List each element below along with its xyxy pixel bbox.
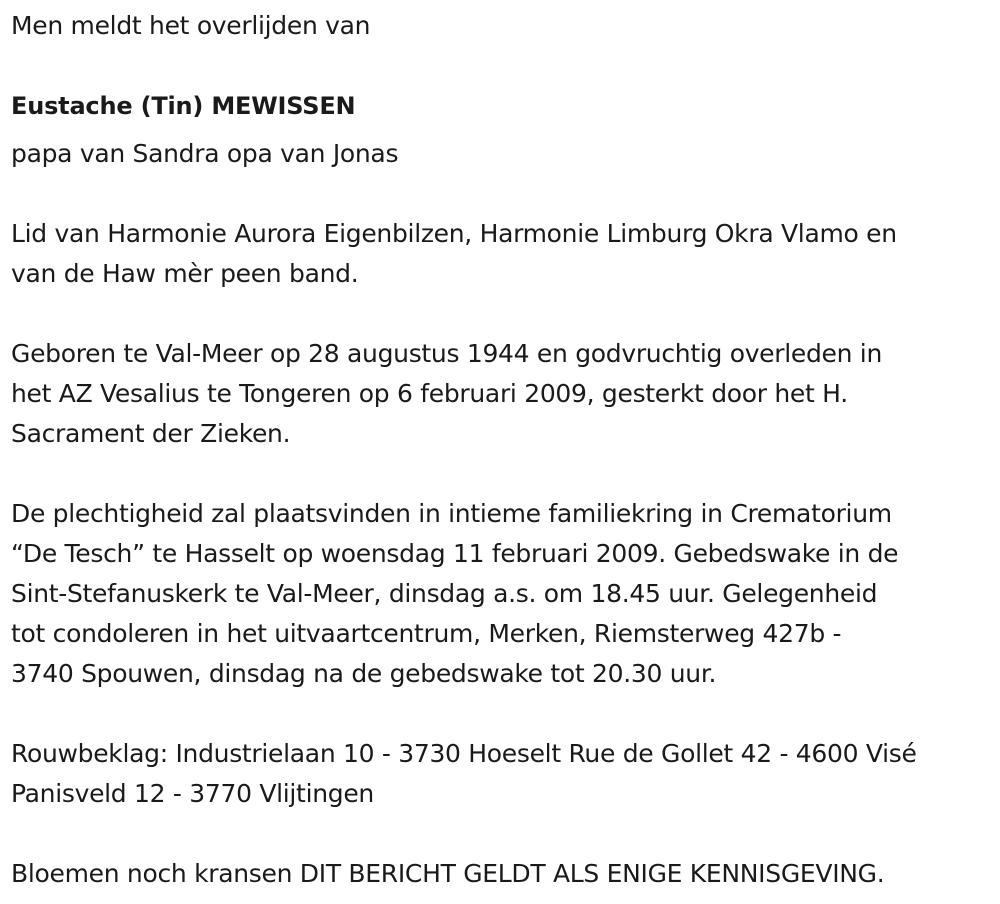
paragraph-line: het AZ Vesalius te Tongeren op 6 februari 2009, gesterkt door het H. xyxy=(11,379,848,408)
closing-text: Bloemen noch kransen DIT BERICHT GELDT ALS ENIGE KENNISGEVING. xyxy=(11,859,885,888)
paragraph-line: Lid van Harmonie Aurora Eigenbilzen, Harmonie Limburg Okra Vlamo en xyxy=(11,219,897,248)
paragraph-line: Sint-Stefanuskerk te Val-Meer, dinsdag a.s. om 18.45 uur. Gelegenheid xyxy=(11,579,878,608)
paragraph-line: “De Tesch” te Hasselt op woensdag 11 februari 2009. Gebedswake in de xyxy=(11,539,899,568)
paragraph-line: Rouwbeklag: Industrielaan 10 - 3730 Hoeselt Rue de Gollet 42 - 4600 Visé xyxy=(11,739,917,768)
family-text: papa van Sandra opa van Jonas xyxy=(11,139,399,168)
paragraph-line: Geboren te Val-Meer op 28 augustus 1944 en godvruchtig overleden in xyxy=(11,339,883,368)
paragraph-line: Sacrament der Zieken. xyxy=(11,419,291,448)
paragraph-line: De plechtigheid zal plaatsvinden in intieme familiekring in Crematorium xyxy=(11,499,892,528)
membership-paragraph xyxy=(11,214,897,294)
intro-text: Men meldt het overlijden van xyxy=(11,11,371,40)
deceased-name: Eustache (Tin) MEWISSEN xyxy=(11,92,356,120)
paragraph-line: van de Haw mèr peen band. xyxy=(11,259,359,288)
paragraph-line: tot condoleren in het uitvaartcentrum, Merken, Riemsterweg 427b - xyxy=(11,619,842,648)
mourning-address-paragraph xyxy=(11,734,917,814)
paragraph-line: 3740 Spouwen, dinsdag na de gebedswake tot 20.30 uur. xyxy=(11,659,717,688)
paragraph-line: Panisveld 12 - 3770 Vlijtingen xyxy=(11,779,374,808)
birth-death-paragraph xyxy=(11,334,882,454)
ceremony-paragraph xyxy=(11,494,898,694)
